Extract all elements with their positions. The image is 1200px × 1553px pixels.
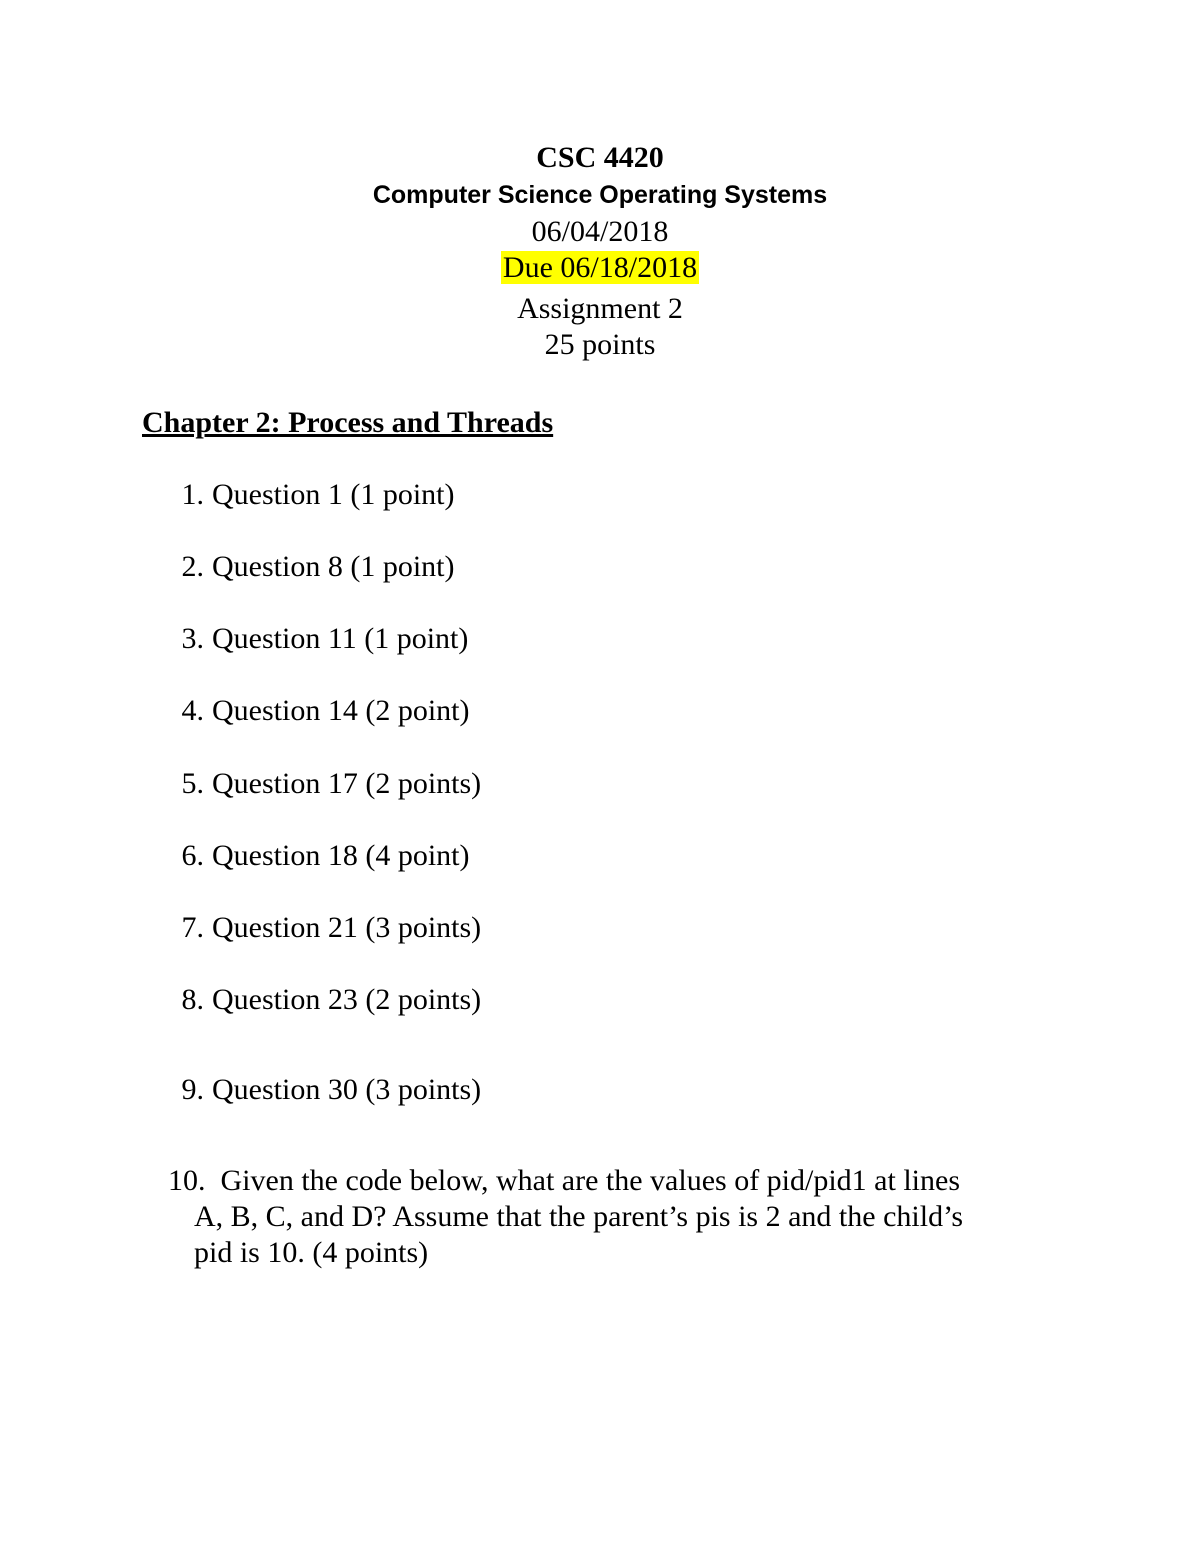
due-date-wrapper [0, 250, 1200, 291]
list-item-text: Question 1 (1 point) [212, 478, 455, 511]
list-item-text: Question 8 (1 point) [212, 550, 455, 583]
question-10-line-3: pid is 10. (4 points) [194, 1236, 429, 1269]
question-10 [168, 1163, 1028, 1271]
question-10-text-1: Given the code below, what are the values of pid/pid1 at lines [220, 1164, 960, 1197]
total-points: 25 points [544, 328, 656, 361]
list-item-number: 9. [181, 1073, 204, 1106]
list-item-number: 10. [168, 1164, 206, 1197]
assignment-header [0, 140, 1200, 363]
list-item-text: Question 21 (3 points) [212, 911, 482, 944]
chapter-title: Chapter 2: Process and Threads [142, 406, 554, 439]
course-name: Computer Science Operating Systems [372, 181, 828, 209]
course-code: CSC 4420 [536, 141, 664, 174]
question-10-line-1 [168, 1163, 1028, 1199]
list-item-text: Question 14 (2 point) [212, 694, 470, 727]
list-item-number: 8. [181, 983, 204, 1016]
assignment-date: 06/04/2018 [531, 215, 669, 248]
list-item-text: Question 30 (3 points) [212, 1073, 482, 1106]
list-item-number: 3. [181, 622, 204, 655]
list-item-number: 4. [181, 694, 204, 727]
assignment-number: Assignment 2 [517, 292, 683, 325]
list-item-number: 7. [181, 911, 204, 944]
list-item-text: Question 11 (1 point) [212, 622, 469, 655]
list-item-number: 5. [181, 767, 204, 800]
list-item-number: 2. [181, 550, 204, 583]
list-item-text: Question 18 (4 point) [212, 839, 470, 872]
list-item-number: 6. [181, 839, 204, 872]
list-item-text: Question 17 (2 points) [212, 767, 482, 800]
due-date-highlight: Due 06/18/2018 [502, 251, 698, 284]
question-10-line-2: A, B, C, and D? Assume that the parent’s pis is 2 and the child’s [194, 1200, 964, 1233]
list-item-text: Question 23 (2 points) [212, 983, 482, 1016]
list-item-number: 1. [181, 478, 204, 511]
